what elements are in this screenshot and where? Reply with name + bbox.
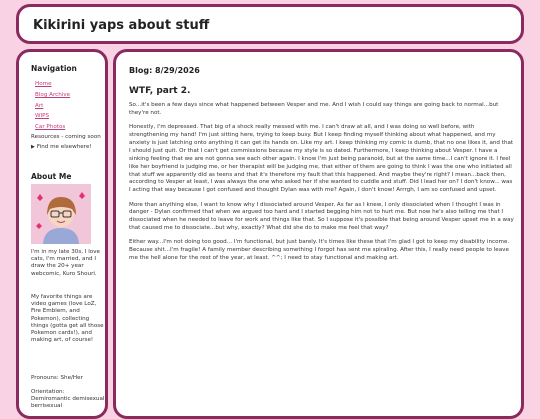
about-favorites: My favorite things are video games (love LoZ, Fire Emblem, and Pokemon), collecting things (gotta get all those Pokemon cards!), and making art, of course! [31, 294, 104, 344]
nav-link-home[interactable]: Home [35, 81, 52, 87]
post-paragraph: Honestly, I'm depressed. That big of a shock really messed with me. I can't draw at all, and I was doing so well before, with strengthening my hand! I'm just sitting here, trying to keep busy. But I keep finding myself thinking about what happened, and my anxiety is just latching onto anything it can get its hands on. Like my art. I keep thinking my comic is dumb, that no one likes it, and that I should just quit. Or that I can't get commissions because my style is so dated. Furthermore, I keep thinking about Vesper. I have a sinking feeling that we are not gonna see each other again. I know I'm just being paranoid, but at the same time...I can't ignore it. I feel like her boyfriend is judging me, or her therapist will be judging me, that either of them are going to think I was the one who initiated all that stuff we apparently did as teens and that it's therefore my fault that this happened. And maybe they're right? I mean...back then, according to Vesper at least, I was always the one who asked her if she wanted to cuddle and stuff. Did I lead her on? I don't know... was I acting that way because I got confused and thought Dylan was with me? Again, I don't know! Arrrgh, I am so confused and upset. [129, 124, 514, 194]
sidebar [16, 49, 108, 419]
about-bio: I'm in my late 30s, I love cats, I'm married, and I draw the 20+ year webcomic, Kuro Shouri. [31, 249, 100, 277]
nav-link-art[interactable]: Art [35, 102, 44, 109]
find-me-label: Find me elsewhere! [36, 143, 92, 150]
nav-resources-text: Resources - coming soon [31, 133, 101, 140]
nav-link-car-photos[interactable]: Car Photos [35, 124, 66, 131]
post-date-heading: Blog: 8/29/2026 [129, 66, 200, 75]
about-heading: About Me [31, 172, 72, 181]
nav-link-wips[interactable]: WIPS [35, 113, 50, 120]
navigation-list [31, 79, 103, 153]
navigation-heading: Navigation [31, 64, 77, 73]
site-title: Kikirini yaps about stuff [33, 18, 210, 33]
post-title: WTF, part 2. [129, 86, 191, 96]
post-paragraph: More than anything else, I want to know why I dissociated around Vesper. As far as I knew, I only dissociated when I thought I was in danger - Dylan confirmed that when we argued too hard and I started begging him not to hurt me. But now he's also telling me that I dissociated when he needed to leave for work and things like that. So I suppose it's possible that being around Vesper upset me in a way that caused me to dissociate...but why, exactly? What did she do to make me feel that way? [129, 201, 514, 232]
find-me-elsewhere-toggle[interactable] [31, 142, 103, 153]
site-header [16, 4, 524, 44]
main-content [113, 49, 524, 419]
nav-link-blog-archive[interactable]: Blog Archive [35, 91, 71, 98]
disclosure-triangle-icon: ▶ [31, 143, 35, 150]
avatar-image [31, 184, 91, 244]
about-pronouns: Pronouns: She/Her [31, 375, 83, 381]
about-orientation: Orientation: Demiromantic demisexual berrisexual [31, 389, 105, 410]
post-paragraph: So...it's been a few days since what happened between Vesper and me. And I wish I could say things are going back to normal...but they're not. [129, 102, 499, 116]
post-paragraph: Either way...I'm not doing too good... I'm functional, but just barely. It's times like these that I'm glad I got to keep my disability income. Because shit...I'm fragile! A family member describing something I forgot has sent me spiraling. After this, I really need people to leave me the hell alone for the rest of the year, at least. ^^; I need to stay functional and making art. [129, 239, 510, 262]
post-body [129, 102, 514, 270]
